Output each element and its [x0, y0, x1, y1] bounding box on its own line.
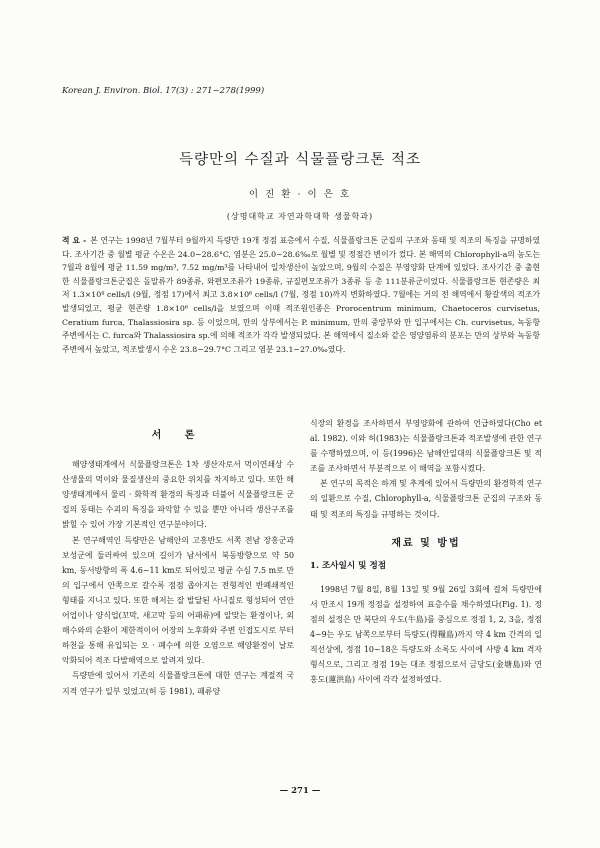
- abstract-label: 적 요 -: [62, 236, 87, 245]
- page-number: — 271 —: [279, 786, 321, 796]
- section-heading-methods: 재료 및 방법: [391, 537, 461, 549]
- abstract: [62, 234, 540, 356]
- intro-paragraph-4: 본 연구의 목적은 하계 및 추계에 있어서 득량만의 환경학적 연구의 일환으로 수질, Chlorophyll-a, 식물플랑크톤 군집의 구조와 동태 및 적조의 특징을 규명하는 것이다.: [310, 479, 542, 519]
- affiliation: (상명대학교 자연과학대학 생물학과): [226, 212, 374, 221]
- subsection-heading: 1. 조사일시 및 정점: [310, 560, 387, 571]
- authors: 이 진 환 · 이 은 호: [248, 189, 352, 200]
- section-heading-introduction: 서 론: [151, 430, 205, 441]
- intro-paragraph-2: 본 연구해역인 득량만은 남해안의 고흥반도 서쪽 전남 장흥군과 보성군에 둘러싸여 있으며 길이가 남서에서 북동방향으로 약 50 km, 동서방향의 폭 4.6~11 km로 되어있고 평균 수심 7.5 m로 만의 입구에서 안쪽으로 갈수록 점점 좁아지는 전형적인 반폐쇄적인 형태를 지니고 있다. 또한 해저는 잘 발달된 사니질로 형성되어 연안어업이나 양식업(꼬막, 새고막 등의 어패류)에 알맞는 환경이나, 외해수와의 순환이 제한적이어 어장의 노후화와 주변 인접도시로 부터 하천을 통해 유입되는 오 · 폐수에 의한 오염으로 해양환경이 날로 악화되어 적조 다발해역으로 알려져 있다.: [62, 535, 294, 666]
- journal-citation: Korean J. Environ. Biol. 17(3) : 271~278(1999): [62, 86, 265, 96]
- intro-paragraph-1: 해양생태계에서 식물플랑크톤은 1차 생산자로서 먹이연쇄상 수산생물의 먹이와 물질생산의 중요한 위치를 차지하고 있다. 또한 해양생태계에서 물리 · 화학적 환경의 특징과 더불어 식물플랑크톤 군집의 동태는 수괴의 특징을 파악할 수 있을 뿐만 아니라 생산구조를 밝힐 수 있어 가장 기본적인 연구분야이다.: [62, 460, 294, 530]
- methods-paragraph: 1998년 7월 8일, 8월 13일 및 9월 26일 3회에 걸쳐 득량만에서 만조시 19개 정점을 설정하여 표층수를 채수하였다(Fig. 1). 정점의 설정은 만 북단의 우도(牛島)를 중심으로 정점 1, 2, 3을, 정점 4~9는 우도 남쪽으로부터 득량도(得糧島)까지 약 4 km 간격의 일직선상에, 정점 10~18은 득량도와 소록도 사이에 사방 4 km 격자형식으로, 그리고 정점 19는 대조 정점으로서 금당도(金塘島)와 연홍도(蓮洪島) 사이에 각각 설정하였다.: [310, 584, 542, 685]
- intro-continuation: 식장의 환경을 조사하면서 부영양화에 관하여 언급하였다(Cho et al. 1982). 이와 허(1983)는 식물플랑크톤과 적조발생에 관한 연구를 수행하였으며, 이 등(1996)은 남해안일대의 식물플랑크톤 및 적조를 조사하면서 부분적으로 이 해역을 포함시켰다.: [310, 419, 542, 474]
- paper-title: 득량만의 수질과 식물플랑크톤 적조: [179, 152, 421, 168]
- right-column: [310, 416, 542, 688]
- left-column: [62, 416, 294, 699]
- abstract-text: 본 연구는 1998년 7월부터 9월까지 득량만 19개 정점 표층에서 수질, 식물플랑크톤 군집의 구조와 동태 및 적조의 특징을 규명하였다. 조사기간 중 월별 평균 수온은 24.0~28.6°C, 염분은 25.0~28.6‰로 월별 및 정점간 변이가 컸다. 본 해역의 Chlorophyll-a의 농도는 7월과 8월에 평균 11.59 mg/m³, 7.52 mg/m³를 나타내어 일차생산이 높았으며, 9월의 수질은 부영양화 단계에 있었다. 조사기간 중 출현한 식물플랑크톤군집은 돌말류가 89종류, 와편모조류가 19종류, 규질편모조류가 3종류 등 총 111분류군이었다. 식물플랑크톤 현존량은 최저 1.3×10⁴ cells/l (9월, 정점 17)에서 최고 3.8×10⁶ cells/l (7월, 정점 10)까지 변화하였다. 7월에는 거의 전 해역에서 황갈색의 적조가 발생되었고, 평균 현존량 1.8×10⁶ cells/l을 보였으며 이때 적조원인종은 Prorocentrum minimum, Chaetoceros curvisetus, Ceratium furca, Thalassiosira sp. 등 이었으며, 만의 상부에서는 P. minimum, 만의 중앙부와 만 입구에서는 Ch. curvisetus, 녹동항 주변에서는 C. furca와 Thalassiosira sp.에 의해 적조가 각각 발생되었다. 본 해역에서 질소와 같은 영양염류의 분포는 만의 상부와 녹동항 주변에서 높았고, 적조발생시 수온 23.8~29.7°C 그리고 염분 23.1~27.0‰였다.: [62, 236, 540, 354]
- intro-paragraph-3: 득량만에 있어서 기존의 식물플랑크톤에 대한 연구는 계절적 국지적 연구가 일부 있었고(허 등 1981), 패류양: [62, 671, 294, 696]
